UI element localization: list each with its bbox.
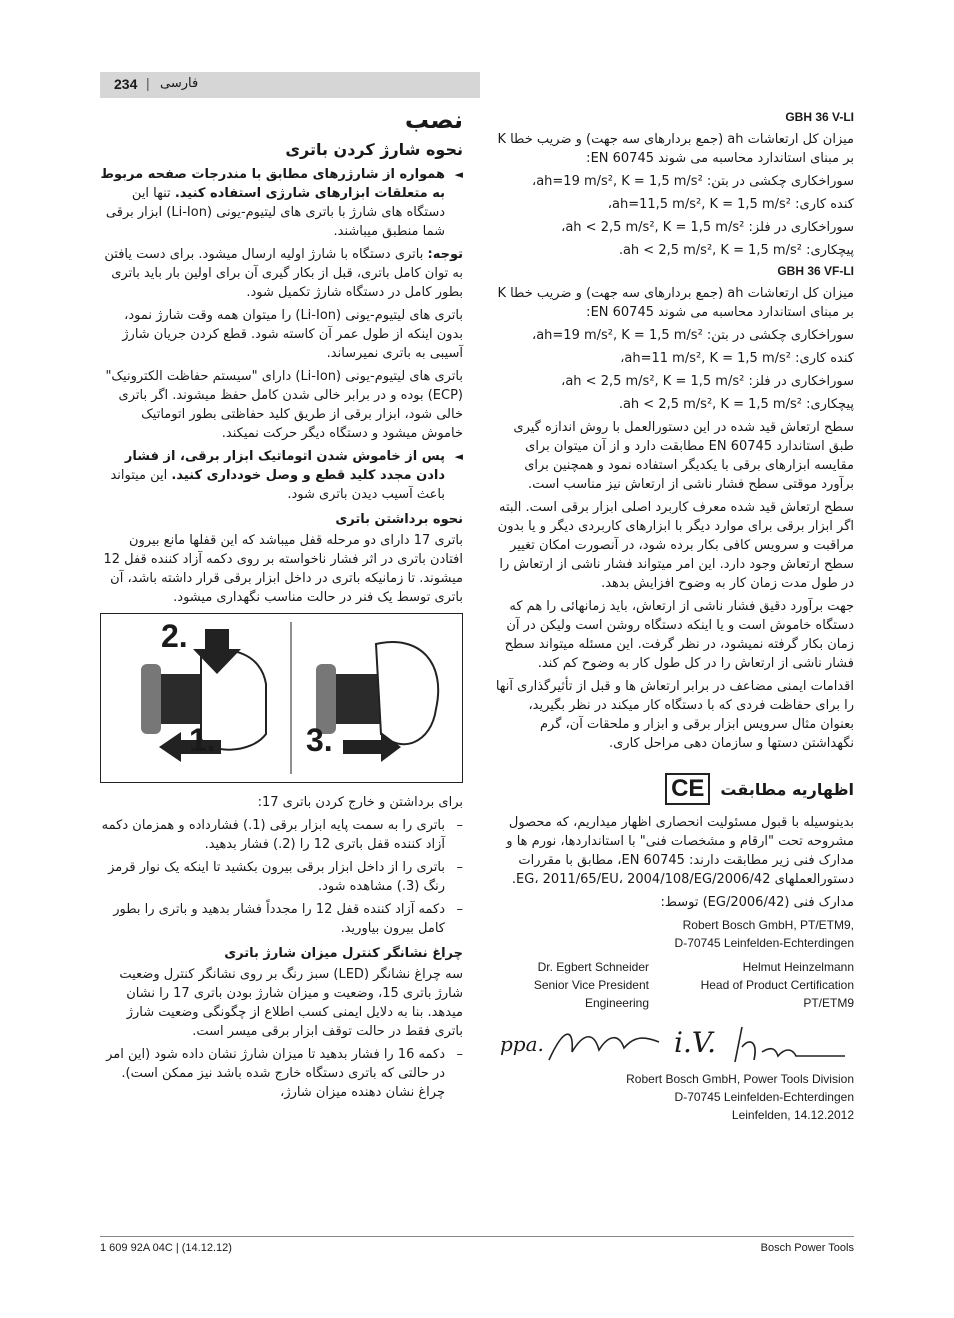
signature-schneider [544,1022,664,1066]
header-language: فارسی [160,76,199,91]
remove-step-3: – دکمه آزاد کننده قفل 12 را مجدداً فشار بدهید و باتری را بطور کامل بیرون بیاورید. [113,902,463,936]
conformity-text: بدینوسیله با قبول مسئولیت انحصاری اظهار میداریم، که محصول مشروحه تحت "ارقام و مشخصات فنی" با استانداردها، نورم ها و مدارک فنی زیر مطابقت دارند: EN 60745، مطابق با مقررات دستورالعملهای 2006/42/EG، 2011/65/EU، 2004/108/EG. [506,815,854,887]
bullet-switch [100,447,463,504]
model1-line-3: سوراخکاری در فلز: ah < 2,5 m/s², K = 1,5 m/s²، [561,220,854,235]
footer-rule [100,1236,854,1237]
bullet-switch-text: این میتواند باعث آسیب دیدن باتری شود. [110,468,445,502]
vibration-paragraph-4: اقدامات ایمنی مضاعف در برابر ارتعاش ها و قبل از تأثیرگذاری آنها را برای حفاظت فردی که با دستگاه کار میکند در نظر بگیرید، بعنوان مثال سرویس ابزار برقی و ابزار و ملحقات آن، گرم نگهداشتن دستها و سازمان دهی مراحل کاری. [495,679,854,751]
signatory-left [494,958,649,1012]
bullet-switch-bold: پس از خاموش شدن اتوماتیک ابزار برقی، از فشار دادن مجدد کلید قطع و وصل خودداری کنید. [124,449,445,483]
right-column [494,106,854,1124]
model2-line-0: میزان کل ارتعاشات ah (جمع بردارهای سه جهت) و ضریب خطا K بر مبنای استاندارد محاسبه می شوند EN 60745: [497,286,854,320]
remove-step-2: – باتری را از داخل ابزار برقی بیرون بکشید تا اینکه یک نوار قرمز رنگ (3.) مشاهده شود. [108,860,463,894]
address-line-2: D-70745 Leinfelden-Echterdingen [674,936,854,950]
vibration-paragraph-1: سطح ارتعاش قید شده در این دستورالعمل با روش اندازه گیری طبق استاندارد EN 60745 مطابقت دارد و از آن میتوان برای مقایسه ابزارهای برقی با یکدیگر استفاده نمود و همچنین برای برآورد موقتی سطح فشار ناشی از ارتعاش نیز مناسب است. [513,420,854,492]
signature-heinzelmann [730,1022,850,1066]
ce-mark-icon: CE [665,773,710,805]
step-2-label: 2. [161,618,188,654]
bullet-charger-text: تنها این دستگاه های شارژ با باتری های لیتیوم-یونی (Li-Ion) ابزار برقی شما منطبق میباشند. [105,186,445,239]
page-number: 234 [114,76,138,92]
model-heading-1: GBH 36 V-LI [785,110,854,124]
address-line-1: Robert Bosch GmbH, PT/ETM9, [682,918,854,932]
model1-line-0: میزان کل ارتعاشات ah (جمع بردارهای سه جهت) و ضریب خطا K بر مبنای استاندارد محاسبه می شوند EN 60745: [497,132,854,166]
ecp-paragraph: باتری های لیتیوم-یونی (Li-Ion) دارای "سیستم حفاظت الکترونیک" (ECP) بوده و در برابر خالی شدن کامل حفظ میشوند. اگر باتری خالی شود، ابزار برقی از طریق کلید حفاظتی بطور اتوماتیک خاموش میشود و دستگاه دیگر حرکت نمیکند. [105,369,463,441]
step-3-label: 3. [306,722,333,758]
signatories [494,958,854,1012]
charging-title: نحوه شارژ کردن باتری [285,140,463,159]
model2-line-1: سوراخکاری چکشی در بتن: ah=19 m/s², K = 1,5 m/s²، [532,328,854,343]
footer-brand: Bosch Power Tools [760,1242,854,1254]
conformity-title: اظهاریه مطابقت [720,779,854,799]
remove-title: نحوه برداشتن باتری [335,512,463,527]
led-paragraph: سه چراغ نشانگر (LED) سبز رنگ بر روی نشانگر کنترل وضعیت شارژ باتری 15، وضعیت و میزان شارژ بودن باتری 17 را نشان میدهد. بنا به دلایل ایمنی کسب اطلاع از چگونگی وضعیت شارژ باتری فقط در حالت توقف ابزار برقی میسر است. [119,967,463,1039]
model1-line-4: پیچکاری: ah < 2,5 m/s², K = 1,5 m/s². [618,243,854,258]
triangle-icon: ◄ [454,168,463,181]
step-1-label: 1. [189,722,216,758]
technical-file-label: مدارک فنی (2006/42/EG) توسط: [660,895,854,910]
company-line-1: Robert Bosch GmbH, Power Tools Division [626,1072,854,1086]
remove-intro: برای برداشتن و خارج کردن باتری 17: [257,795,463,810]
model2-line-4: پیچکاری: ah < 2,5 m/s², K = 1,5 m/s². [618,397,854,412]
ppa-signature-label: ppa. [500,1032,544,1056]
remove-step-1-text: باتری را به سمت پایه ابزار برقی (1.) فشارداده و همزمان دکمه آزاد کننده قفل باتری 12 را (2.) فشار بدهید. [101,818,445,852]
led-step: – دکمه 16 را فشار بدهید تا میزان شارژ نشان داده شود (این امر در حالتی که باتری دستگاه خارج شده باشد نیز ممکن است). چراغ نشان دهنده میزان شارژ، [106,1047,463,1100]
model-heading-2: GBH 36 VF-LI [777,264,854,278]
signatory-left-title: Senior Vice President [533,978,649,992]
signatory-right-name: Helmut Heinzelmann [742,960,854,974]
model1-line-2: کنده کاری: ah=11,5 m/s², K = 1,5 m/s²، [607,197,854,212]
signatory-right [674,958,854,1012]
model2-line-3: سوراخکاری در فلز: ah < 2,5 m/s², K = 1,5 m/s²، [561,374,854,389]
model1-line-1: سوراخکاری چکشی در بتن: ah=19 m/s², K = 1,5 m/s²، [532,174,854,189]
signatory-left-name: Dr. Egbert Schneider [537,960,649,974]
bullet-charger-bold: همواره از شارژرهای مطابق با مندرجات صفحه مربوط به متعلقات ابزارهای شارژی استفاده کنید. [100,167,445,201]
bullet-charger [100,165,463,241]
battery-illustration [101,614,462,782]
signatures [494,1018,854,1070]
model2-line-2: کنده کاری: ah=11 m/s², K = 1,5 m/s²، [620,351,854,366]
triangle-icon: ◄ [454,450,463,463]
conformity-heading [494,773,854,805]
remove-paragraph: باتری 17 دارای دو مرحله قفل میباشد که این قفلها مانع بیرون افتادن باتری در اثر فشار ناخواسته بر روی دکمه آزاد کننده قفل 12 میشوند. تا زمانیکه باتری در داخل ابزار برقی قرار داشته باشد، آن باتری توسط یک فنر در حالت مناسب نگهداری میشود. [103,533,463,605]
note-text: باتری دستگاه با شارژ اولیه ارسال میشود. برای دست یافتن به توان کامل باتری، قبل از بکار گیری آن برای اولین بار باید باتری بطور کامل در دستگاه شارژ تکمیل شود. [104,247,463,300]
signatory-right-dept: PT/ETM9 [803,996,854,1010]
led-step-text: دکمه 16 را فشار بدهید تا میزان شارژ نشان داده شود (این امر در حالتی که باتری دستگاه خارج شده باشد نیز ممکن است). چراغ نشان دهنده میزان شارژ، [106,1047,445,1100]
page-header [100,72,480,98]
company-line-3: Leinfelden, 14.12.2012 [731,1108,854,1122]
remove-step-3-text: دکمه آزاد کننده قفل 12 را مجدداً فشار بدهید و باتری را بطور کامل بیرون بیاورید. [113,902,445,936]
remove-step-2-text: باتری را از داخل ابزار برقی بیرون بکشید تا اینکه یک نوار قرمز رنگ (3.) مشاهده شود. [108,860,445,894]
vibration-paragraph-2: سطح ارتعاش قید شده معرف کاربرد اصلی ابزار برقی است. البته اگر ابزار برقی برای موارد دیگر با ابزارهای کاربردی دیگر و یا بدون مراقبت و سرویس کافی بکار برده شود، در آنصورت امکان تغییر سطح ارتعاش وجود دارد. این امر میتواند فشار ناشی از ارتعاش را در طول مدت زمان کار به وضوح افزایش بدهد. [497,500,854,591]
signatory-right-title: Head of Product Certification [700,978,854,992]
liion-paragraph: باتری های لیتیوم-یونی (Li-Ion) را میتوان همه وقت شارژ نمود، بدون اینکه از طول عمر آن کاسته شود. قطع کردن جریان شارژ آسیبی به باتری نمیرساند. [122,308,463,361]
header-separator: | [146,75,150,91]
battery-removal-figure [100,613,463,783]
signatory-left-dept: Engineering [584,996,649,1010]
company-line-2: D-70745 Leinfelden-Echterdingen [674,1090,854,1104]
iv-signature-label: i.V. [674,1026,717,1059]
left-column [100,106,463,1106]
led-title: چراغ نشانگر کنترل میزان شارژ باتری [224,946,463,961]
remove-step-1: – باتری را به سمت پایه ابزار برقی (1.) فشارداده و همزمان دکمه آزاد کننده قفل باتری 12 را (2.) فشار بدهید. [101,818,463,852]
note-paragraph [100,245,463,302]
vibration-paragraph-3: جهت برآورد دقیق فشار ناشی از ارتعاش، باید زمانهائی را هم که دستگاه خاموش است و یا اینکه دستگاه روشن است ولیکن در آن زمان بکار گرفته نمیشود، در نظر گرفت. این مسئله میتواند سطح فشار ناشی از ارتعاش را در کل طول کار به وضوح کم کند. [504,599,854,671]
note-label: توجه: [427,247,463,262]
section-title: نصب [404,106,463,134]
footer-code: 1 609 92A 04C | (14.12.12) [100,1242,232,1254]
